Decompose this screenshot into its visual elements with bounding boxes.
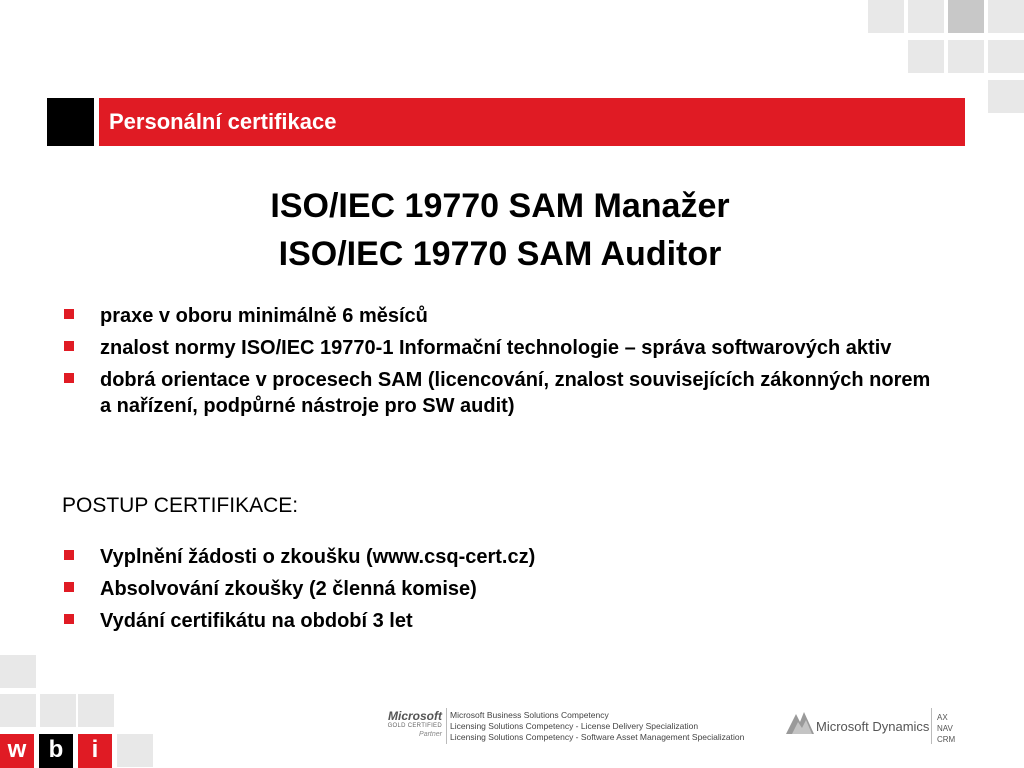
decor-tile bbox=[988, 80, 1024, 113]
header-title: Personální certifikace bbox=[109, 109, 337, 134]
decor-tile bbox=[908, 40, 944, 73]
title-line-2: ISO/IEC 19770 SAM Auditor bbox=[278, 235, 722, 273]
decor-tile bbox=[40, 694, 76, 727]
dynamics-products: AX NAV CRM bbox=[937, 713, 956, 744]
procedure-list bbox=[62, 544, 942, 640]
decor-tile bbox=[0, 694, 36, 727]
list-item: Absolvování zkoušky (2 členná komise) bbox=[62, 576, 942, 602]
bullet-square-icon bbox=[64, 309, 74, 319]
bullet-square-icon bbox=[64, 550, 74, 560]
requirements-list bbox=[62, 303, 942, 425]
competencies-list: Microsoft Business Solutions Competency Licensing Solutions Competency - License Delivery Specialization Licensing Solutions Competency - Software Asset Management Specialization bbox=[450, 710, 745, 742]
bullet-square-icon bbox=[64, 614, 74, 624]
header-bar bbox=[99, 98, 965, 146]
decor-tile bbox=[0, 655, 36, 688]
list-item: Vyplnění žádosti o zkoušku (www.csq-cert.cz) bbox=[62, 544, 942, 570]
footer-divider bbox=[446, 708, 447, 744]
bullet-square-icon bbox=[64, 582, 74, 592]
decor-tile bbox=[908, 0, 944, 33]
microsoft-dynamics-icon bbox=[784, 708, 816, 736]
microsoft-dynamics-logo: Microsoft Dynamics bbox=[816, 719, 930, 734]
header-black-square bbox=[47, 98, 94, 146]
list-item: praxe v oboru minimálně 6 měsíců bbox=[62, 303, 942, 329]
decor-tile bbox=[78, 694, 114, 727]
decor-tile bbox=[117, 734, 153, 767]
procedure-heading: POSTUP CERTIFIKACE: bbox=[62, 494, 299, 517]
decor-tile bbox=[948, 0, 984, 33]
bullet-square-icon bbox=[64, 341, 74, 351]
title-line-1: ISO/IEC 19770 SAM Manažer bbox=[270, 187, 730, 225]
decor-tile bbox=[868, 0, 904, 33]
microsoft-gold-partner-logo: Microsoft GOLD CERTIFIED Partner bbox=[387, 709, 442, 738]
footer-divider bbox=[931, 708, 932, 744]
bullet-square-icon bbox=[64, 373, 74, 383]
list-item: znalost normy ISO/IEC 19770-1 Informační technologie – správa softwarových aktiv bbox=[62, 335, 942, 361]
slide-title bbox=[0, 182, 1000, 278]
list-item: Vydání certifikátu na období 3 let bbox=[62, 608, 942, 634]
decor-tile bbox=[948, 40, 984, 73]
decor-tile bbox=[988, 0, 1024, 33]
decor-tile bbox=[988, 40, 1024, 73]
list-item: dobrá orientace v procesech SAM (licencování, znalost souvisejících zákonných norem a nařízení, podpůrné nástroje pro SW audit) bbox=[62, 367, 942, 419]
